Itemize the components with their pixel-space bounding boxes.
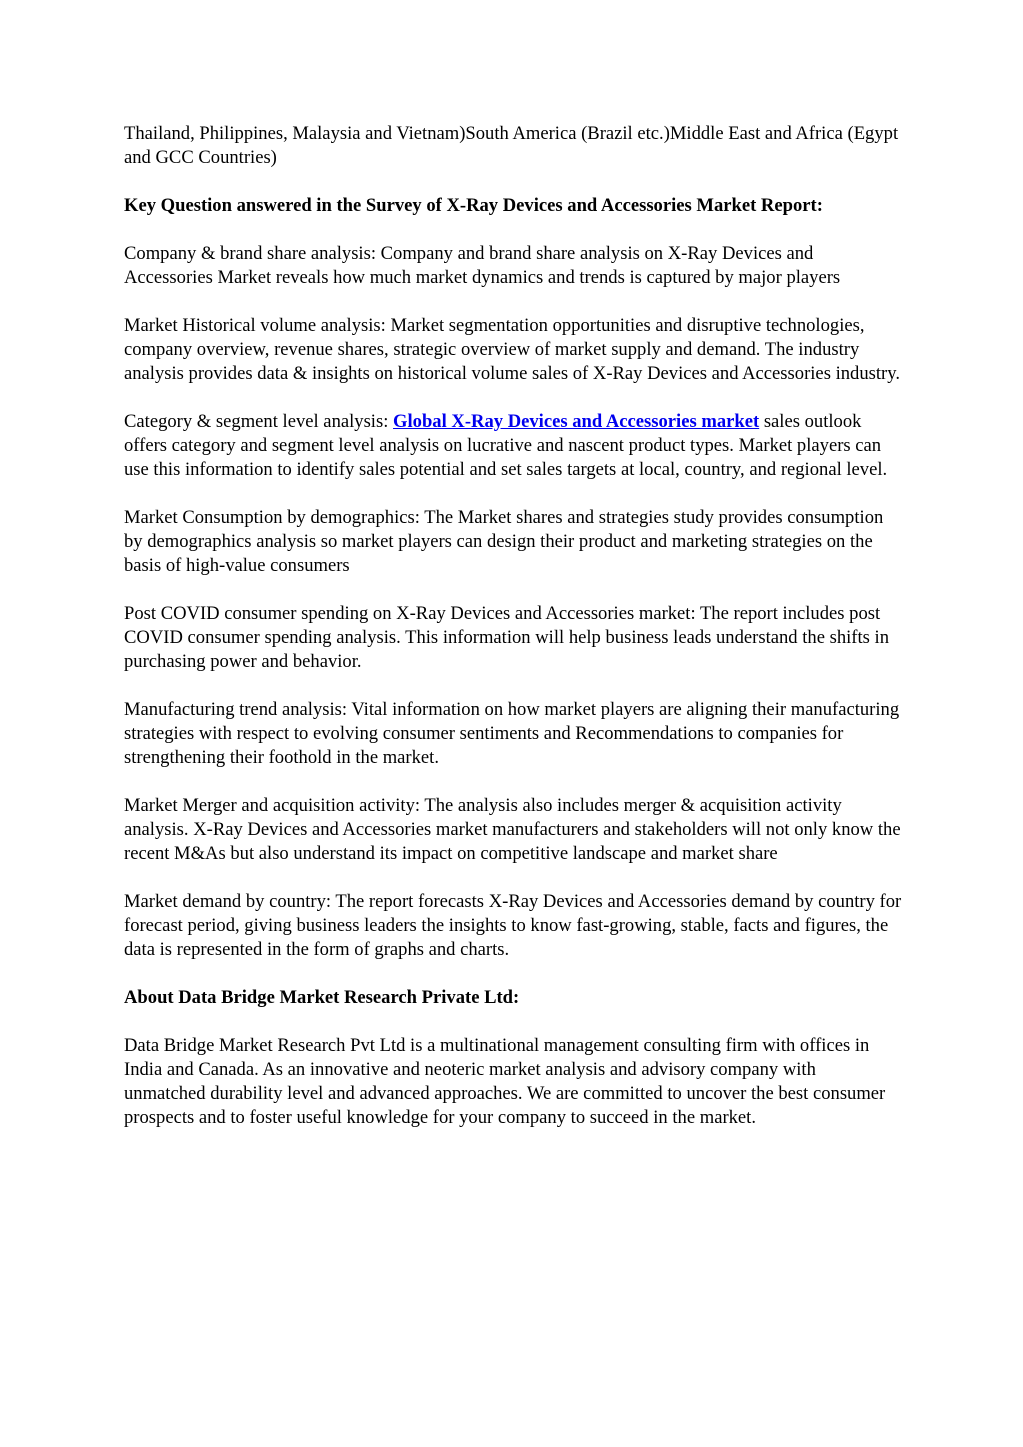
company-brand-paragraph: Company & brand share analysis: Company and brand share analysis on X-Ray Devices and Accessories Market reveals how much market dynamics and trends is captured by major players: [124, 243, 841, 288]
merger-acquisition-paragraph: Market Merger and acquisition activity: The analysis also includes merger & acquisition activity analysis. X-Ray Devices and Accessories market manufacturers and stakeholders will not only know the recent M&As but also understand its impact on competitive landscape and market share: [124, 795, 901, 864]
document-body: [124, 122, 902, 1154]
consumption-demographics-paragraph: Market Consumption by demographics: The Market shares and strategies study provides consumption by demographics analysis so market players can design their product and marketing strategies on the basis of high-value consumers: [124, 507, 884, 576]
about-body-paragraph: Data Bridge Market Research Pvt Ltd is a multinational management consulting firm with offices in India and Canada. As an innovative and neoteric market analysis and advisory company with unmatched durability level and advanced approaches. We are committed to uncover the best consumer prospects and to foster useful knowledge for your company to succeed in the market.: [124, 1035, 886, 1128]
category-segment-paragraph: [124, 410, 902, 482]
demand-by-country-paragraph: Market demand by country: The report forecasts X-Ray Devices and Accessories demand by country for forecast period, giving business leaders the insights to know fast-growing, stable, facts and figures, the data is represented in the form of graphs and charts.: [124, 891, 902, 960]
intro-regions-paragraph: Thailand, Philippines, Malaysia and Vietnam)South America (Brazil etc.)Middle East and Africa (Egypt and GCC Countries): [124, 123, 899, 168]
key-question-heading: Key Question answered in the Survey of X-Ray Devices and Accessories Market Report:: [124, 195, 823, 216]
global-market-link[interactable]: Global X-Ray Devices and Accessories market: [393, 411, 760, 432]
post-covid-paragraph: Post COVID consumer spending on X-Ray Devices and Accessories market: The report includes post COVID consumer spending analysis. This information will help business leads understand the shifts in purchasing power and behavior.: [124, 603, 890, 672]
category-segment-rest-text: sales outlook offers category and segment level analysis on lucrative and nascent product types. Market players can use this information to identify sales potential and set sales targets at local, country, and regional level.: [124, 411, 888, 480]
about-heading: About Data Bridge Market Research Private Ltd:: [124, 987, 520, 1008]
historical-volume-paragraph: Market Historical volume analysis: Market segmentation opportunities and disruptive technologies, company overview, revenue shares, strategic overview of market supply and demand. The industry analysis provides data & insights on historical volume sales of X-Ray Devices and Accessories industry.: [124, 315, 900, 384]
category-segment-lead-text: Category & segment level analysis:: [124, 411, 394, 432]
manufacturing-trend-paragraph: Manufacturing trend analysis: Vital information on how market players are aligning their manufacturing strategies with respect to evolving consumer sentiments and Recommendations to companies for strengthening their foothold in the market.: [124, 699, 900, 768]
